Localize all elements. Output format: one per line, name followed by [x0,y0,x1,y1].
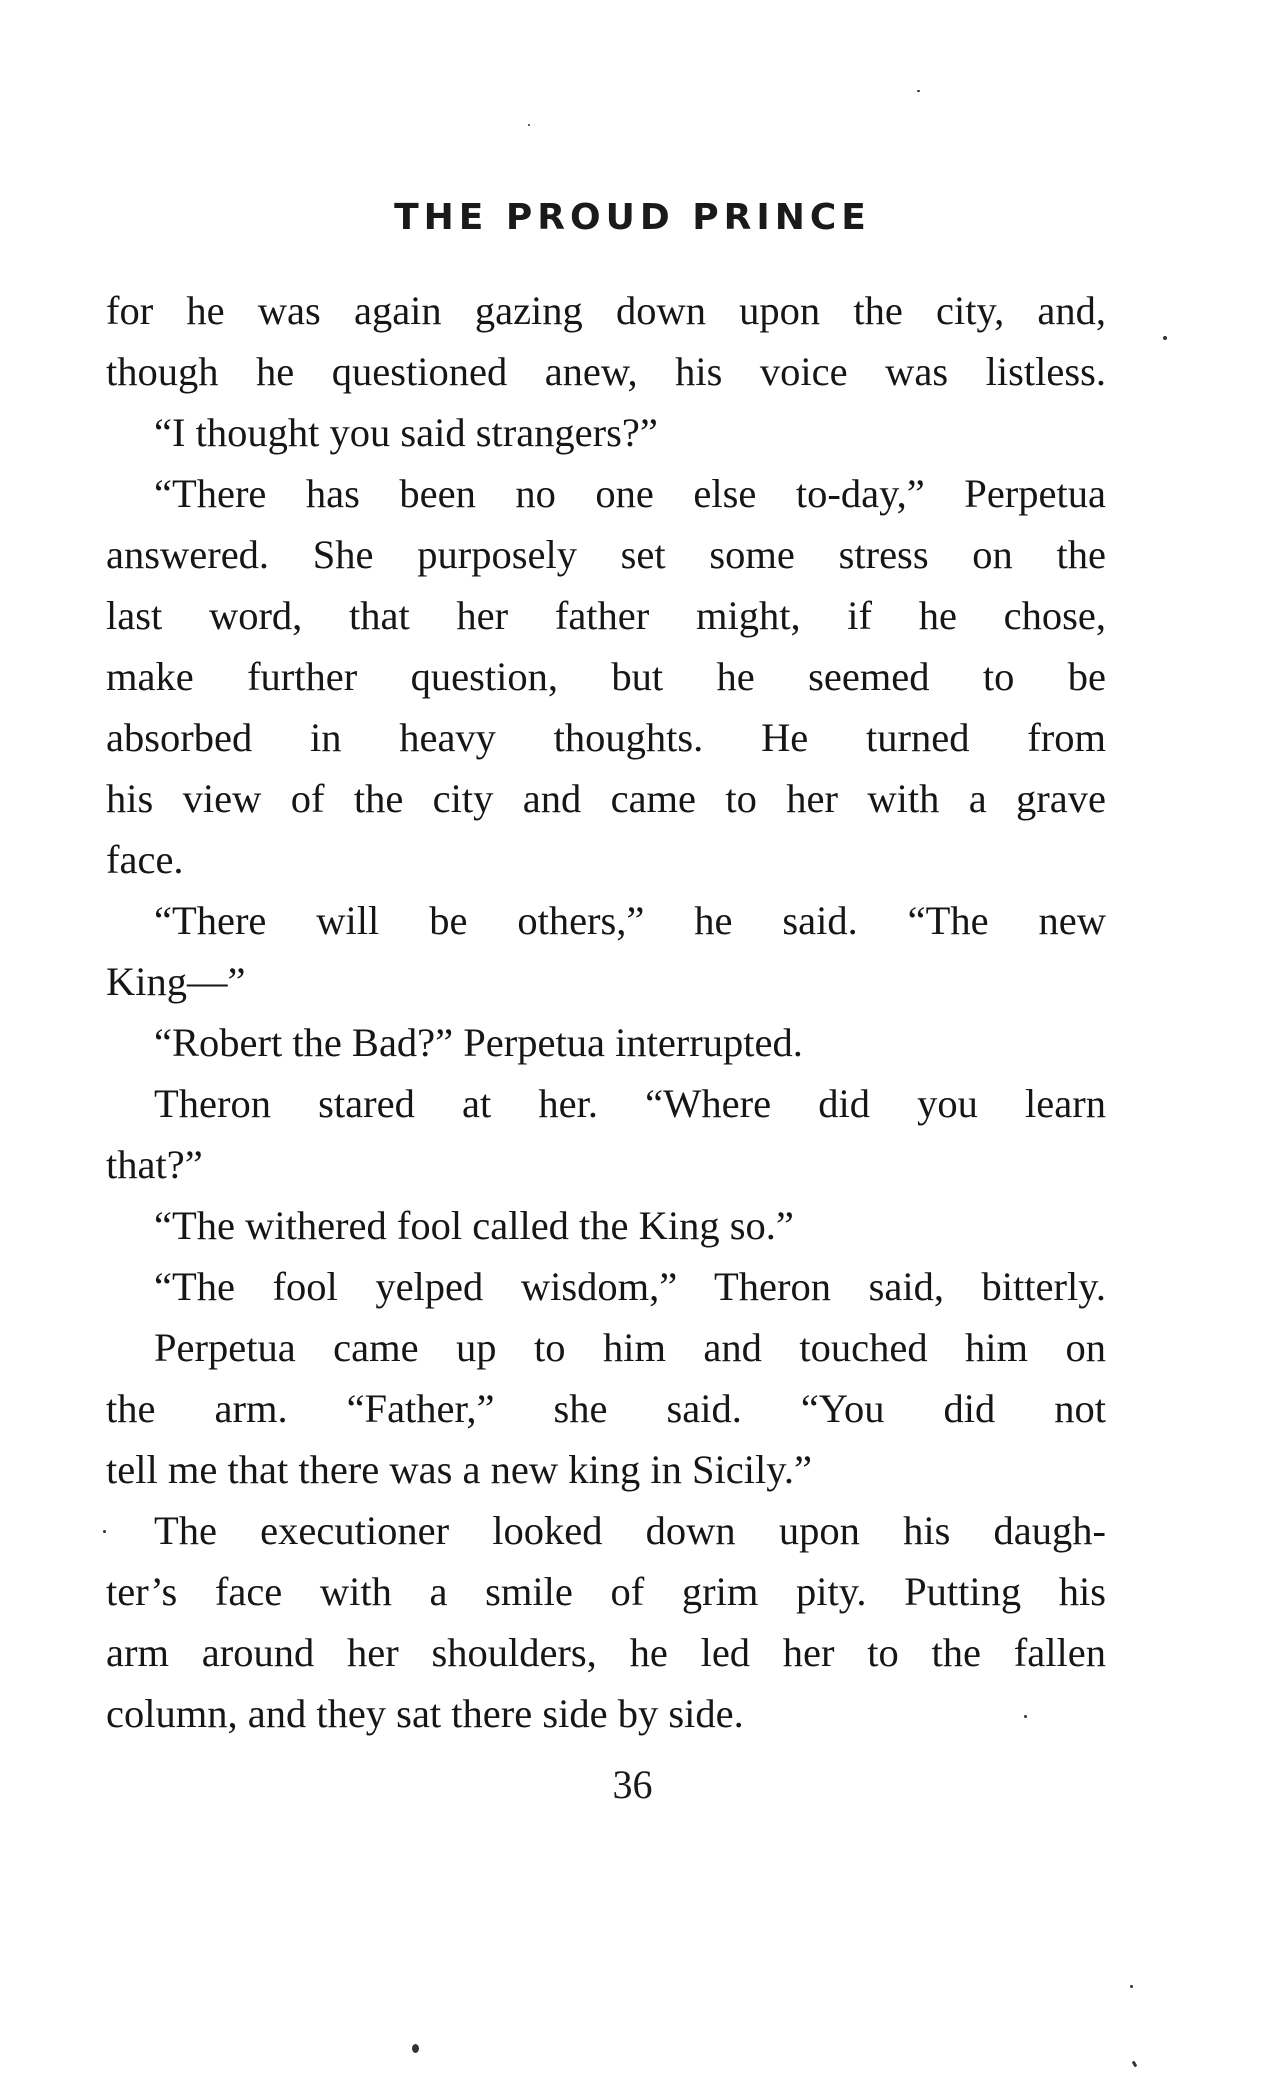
text-line: “There has been no one else to-day,” Perpetua [154,471,1106,516]
scan-speck [917,90,920,92]
text-line: absorbed in heavy thoughts. He turned from [106,715,1106,760]
scan-speck [1132,2061,1138,2068]
text-line: the arm. “Father,” she said. “You did not [106,1386,1106,1431]
text-line: “Robert the Bad?” Perpetua interrupted. [154,1020,803,1065]
text-line: make further question, but he seemed to be [106,654,1106,699]
text-line: tell me that there was a new king in Sicily.” [106,1447,812,1492]
text-line: “The withered fool called the King so.” [154,1203,794,1248]
page-number: 36 [612,1762,653,1807]
text-line: answered. She purposely set some stress on the [106,532,1106,577]
scan-speck [1024,1715,1027,1718]
text-line: column, and they sat there side by side. [106,1691,744,1736]
text-line: his view of the city and came to her with a grave [106,776,1106,821]
text-line: for he was again gazing down upon the city, and, [106,288,1106,333]
text-line: that?” [106,1142,203,1187]
scan-speck [1163,336,1167,340]
text-line: “I thought you said strangers?” [154,410,658,455]
text-line: Perpetua came up to him and touched him on [154,1325,1106,1370]
text-line: Theron stared at her. “Where did you learn [154,1081,1106,1126]
scan-speck [412,2044,419,2053]
text-line: face. [106,837,184,882]
text-line: arm around her shoulders, he led her to the fallen [106,1630,1106,1675]
text-line: The executioner looked down upon his daugh- [154,1508,1106,1553]
running-header-title: THE PROUD PRINCE [394,197,871,238]
text-line: King—” [106,959,246,1004]
scan-speck [1130,1985,1133,1988]
text-line: “There will be others,” he said. “The new [154,898,1106,943]
scan-speck [103,1530,106,1533]
text-line: though he questioned anew, his voice was listless. [106,349,1106,394]
text-line: ter’s face with a smile of grim pity. Putting his [106,1569,1106,1614]
text-line: last word, that her father might, if he chose, [106,593,1106,638]
body-text [106,280,1106,1744]
text-line: “The fool yelped wisdom,” Theron said, bitterly. [154,1264,1106,1309]
scan-speck [528,124,530,126]
